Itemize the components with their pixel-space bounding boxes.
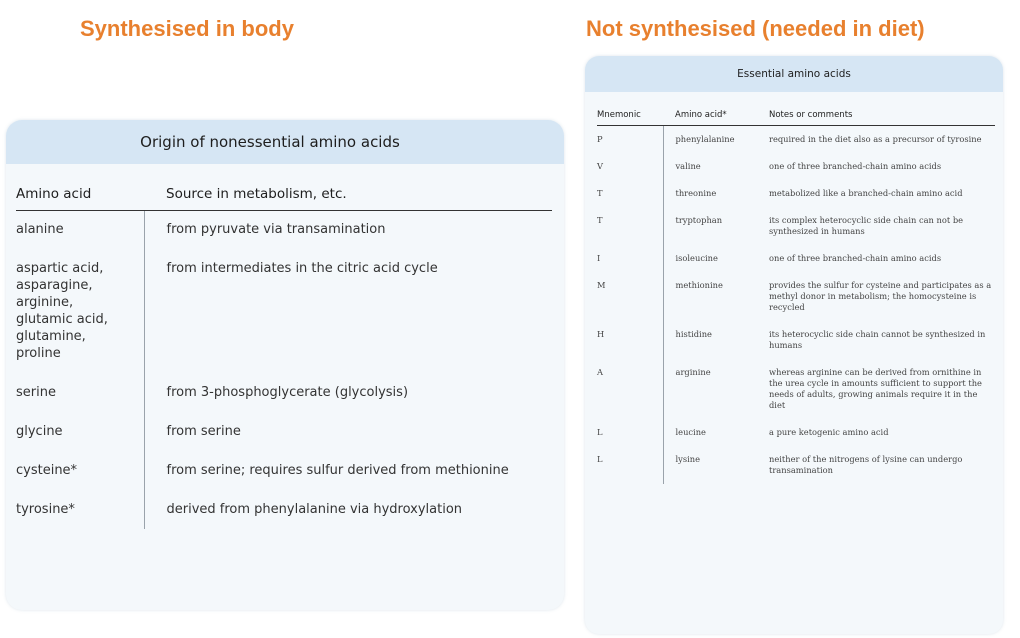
table-row xyxy=(16,211,552,250)
mnemonic-cell: P xyxy=(597,134,603,144)
amino-acid-cell: valine xyxy=(663,153,763,180)
source-cell: from 3-phosphoglycerate (glycolysis) xyxy=(144,373,552,412)
amino-acid-cell: arginine xyxy=(663,359,763,419)
notes-cell: its heterocyclic side chain cannot be synthesized in humans xyxy=(769,329,986,350)
notes-cell: metabolized like a branched-chain amino acid xyxy=(769,188,963,198)
mnemonic-cell: I xyxy=(597,253,601,263)
amino-acid-cell: aspartic acid, asparagine, arginine, glutamic acid, glutamine, proline xyxy=(16,261,108,361)
table-row xyxy=(597,446,995,484)
column-header-source: Source in metabolism, etc. xyxy=(144,186,552,211)
mnemonic-cell: A xyxy=(597,367,603,377)
mnemonic-cell: T xyxy=(597,188,603,198)
amino-acid-cell: serine xyxy=(16,385,56,400)
mnemonic-cell: M xyxy=(597,280,606,290)
source-cell: from serine; requires sulfur derived from methionine xyxy=(144,451,552,490)
table-row xyxy=(16,490,552,529)
notes-cell: one of three branched-chain amino acids xyxy=(769,161,942,171)
table-header-row xyxy=(597,110,995,126)
column-header-notes: Notes or comments xyxy=(763,110,995,126)
amino-acid-cell: alanine xyxy=(16,222,64,237)
source-cell: from intermediates in the citric acid cycle xyxy=(144,249,552,373)
table-row xyxy=(16,412,552,451)
table-row xyxy=(597,359,995,419)
amino-acid-cell: cysteine* xyxy=(16,463,78,478)
table-row xyxy=(597,419,995,446)
mnemonic-cell: L xyxy=(597,427,603,437)
table-row xyxy=(597,245,995,272)
amino-acid-cell: tyrosine* xyxy=(16,502,75,517)
amino-acid-cell: lysine xyxy=(663,446,763,484)
table-row xyxy=(597,207,995,245)
source-cell: derived from phenylalanine via hydroxylation xyxy=(144,490,552,529)
amino-acid-cell: leucine xyxy=(663,419,763,446)
source-cell: from pyruvate via transamination xyxy=(144,211,552,250)
notes-cell: one of three branched-chain amino acids xyxy=(769,253,942,263)
amino-acid-cell: methionine xyxy=(663,272,763,321)
amino-acid-cell: isoleucine xyxy=(663,245,763,272)
nonessential-table xyxy=(16,186,552,529)
amino-acid-cell: phenylalanine xyxy=(663,126,763,154)
table-row xyxy=(597,180,995,207)
column-header-amino-acid: Amino acid xyxy=(16,186,144,211)
table-row xyxy=(597,321,995,359)
notes-cell: provides the sulfur for cysteine and participates as a methyl donor in metabolism; the homocysteine is recycled xyxy=(769,280,992,312)
mnemonic-cell: V xyxy=(597,161,603,171)
right-heading: Not synthesised (needed in diet) xyxy=(586,16,925,41)
mnemonic-cell: T xyxy=(597,215,603,225)
table-row xyxy=(16,373,552,412)
nonessential-table-title: Origin of nonessential amino acids xyxy=(6,120,564,164)
mnemonic-cell: L xyxy=(597,454,603,464)
table-header-row xyxy=(16,186,552,211)
amino-acid-cell: tryptophan xyxy=(663,207,763,245)
notes-cell: a pure ketogenic amino acid xyxy=(769,427,889,437)
table-row xyxy=(16,451,552,490)
table-row xyxy=(597,153,995,180)
table-row xyxy=(597,272,995,321)
amino-acid-cell: threonine xyxy=(663,180,763,207)
notes-cell: required in the diet also as a precursor of tyrosine xyxy=(769,134,982,144)
notes-cell: whereas arginine can be derived from ornithine in the urea cycle in amounts sufficient to support the needs of adults, growing animals require it in the diet xyxy=(769,367,982,410)
essential-table-title: Essential amino acids xyxy=(585,56,1003,92)
notes-cell: its complex heterocyclic side chain can not be synthesized in humans xyxy=(769,215,964,236)
column-header-mnemonic: Mnemonic xyxy=(597,110,663,126)
source-cell: from serine xyxy=(144,412,552,451)
notes-cell: neither of the nitrogens of lysine can undergo transamination xyxy=(769,454,963,475)
nonessential-amino-acids-card xyxy=(6,120,564,610)
essential-amino-acids-card xyxy=(585,56,1003,634)
mnemonic-cell: H xyxy=(597,329,605,339)
table-row xyxy=(16,249,552,373)
essential-table xyxy=(597,110,995,484)
table-row xyxy=(597,126,995,154)
amino-acid-cell: histidine xyxy=(663,321,763,359)
amino-acid-cell: glycine xyxy=(16,424,63,439)
column-header-amino-acid: Amino acid* xyxy=(663,110,763,126)
left-heading: Synthesised in body xyxy=(80,16,294,41)
